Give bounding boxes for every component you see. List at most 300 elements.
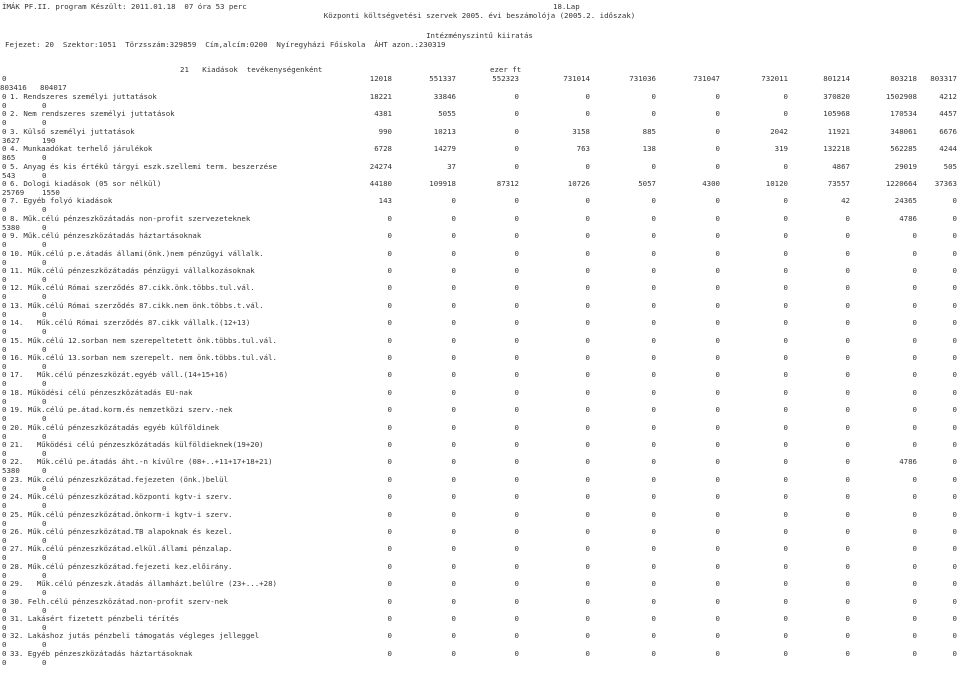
row-lead-zero: 0 <box>2 422 7 432</box>
row-value: 0 <box>952 266 957 275</box>
row-value: 0 <box>651 283 656 293</box>
row-lead-zero: 0 <box>2 283 7 293</box>
row-label: 23. Műk.célú pénzeszközátad.fejezeten (önk.)belül <box>10 474 229 484</box>
row-lead-zero: 0 <box>2 492 7 502</box>
row-value: 0 <box>651 335 656 345</box>
row-wrap-value: 0 <box>42 396 47 406</box>
row-value: 885 <box>642 126 656 136</box>
row-value: 138 <box>642 144 656 154</box>
row-value: 0 <box>514 353 519 362</box>
row-value: 0 <box>514 509 519 519</box>
row-value: 0 <box>912 631 917 641</box>
institution-info: Fejezet: 20 Szektor:1051 Törzsszám:329859 Cím,alcím:0200 Nyíregyházi Főiskola ÁHT azon.:230319 <box>5 40 446 49</box>
row-lead-zero: 0 <box>2 179 7 188</box>
row-value: 0 <box>952 527 957 536</box>
row-wrap-value: 0 <box>42 570 47 580</box>
row-value: 0 <box>387 213 392 223</box>
row-value: 0 <box>651 266 656 275</box>
row-value: 0 <box>845 300 850 310</box>
row-lead-zero: 0 <box>2 527 7 536</box>
row-value: 0 <box>783 422 788 432</box>
row-value: 319 <box>774 144 788 154</box>
row-value: 0 <box>514 596 519 606</box>
row-wrap-value: 0 <box>42 501 47 511</box>
row-value: 0 <box>651 109 656 119</box>
row-value: 0 <box>715 614 720 623</box>
row-value: 0 <box>514 527 519 536</box>
row-wrap-value: 0 <box>42 640 47 650</box>
row-value: 143 <box>378 196 392 206</box>
row-lead-zero: 0 <box>2 300 7 310</box>
row-lead-zero: 0 <box>2 474 7 484</box>
row-value: 0 <box>514 300 519 310</box>
row-value: 0 <box>912 335 917 345</box>
row-value: 0 <box>387 422 392 432</box>
row-value: 0 <box>845 492 850 502</box>
row-value: 0 <box>651 492 656 502</box>
row-value: 0 <box>845 422 850 432</box>
row-value: 0 <box>783 353 788 362</box>
row-value: 0 <box>952 335 957 345</box>
row-wrap-value: 3627 <box>2 135 20 145</box>
table-row <box>0 649 959 675</box>
row-lead-zero: 0 <box>2 92 7 101</box>
row-value: 0 <box>585 596 590 606</box>
row-value: 0 <box>514 213 519 223</box>
row-value: 0 <box>451 509 456 519</box>
row-value: 0 <box>451 631 456 641</box>
row-value: 0 <box>715 161 720 171</box>
row-value: 33846 <box>433 92 456 101</box>
row-value: 0 <box>783 231 788 241</box>
row-value: 0 <box>651 248 656 258</box>
row-value: 0 <box>585 648 590 658</box>
row-lead-zero: 0 <box>2 335 7 345</box>
row-value: 0 <box>952 596 957 606</box>
row-value: 0 <box>651 196 656 206</box>
row-value: 0 <box>845 231 850 241</box>
row-value: 0 <box>912 561 917 571</box>
row-value: 0 <box>783 370 788 380</box>
row-label: 6. Dologi kiadások (05 sor nélkül) <box>10 179 162 188</box>
row-wrap-value: 0 <box>2 292 7 302</box>
row-value: 0 <box>387 440 392 449</box>
row-value: 0 <box>715 144 720 154</box>
row-value: 0 <box>715 422 720 432</box>
row-value: 0 <box>912 266 917 275</box>
row-value: 763 <box>576 144 590 154</box>
row-value: 0 <box>651 527 656 536</box>
row-wrap-value: 190 <box>42 135 56 145</box>
row-wrap-value: 0 <box>2 327 7 337</box>
row-lead-zero: 0 <box>2 631 7 641</box>
row-lead-zero: 0 <box>2 509 7 519</box>
row-value: 0 <box>715 492 720 502</box>
row-wrap-value: 0 <box>2 396 7 406</box>
row-label: 13. Műk.célú Római szerződés 87.cikk.nem önk.többs.t.vál. <box>10 300 264 310</box>
row-value: 0 <box>912 492 917 502</box>
row-value: 0 <box>387 318 392 328</box>
row-label: 19. Műk.célú pe.átad.korm.és nemzetközi szerv.-nek <box>10 405 233 415</box>
row-value: 0 <box>514 492 519 502</box>
row-value: 0 <box>912 648 917 658</box>
row-value: 0 <box>651 561 656 571</box>
row-value: 0 <box>845 614 850 623</box>
row-value: 0 <box>845 248 850 258</box>
row-value: 42 <box>841 196 850 206</box>
row-value: 0 <box>952 283 957 293</box>
row-value: 0 <box>387 596 392 606</box>
row-value: 0 <box>783 405 788 415</box>
row-value: 105968 <box>823 109 850 119</box>
row-value: 0 <box>715 92 720 101</box>
row-value: 0 <box>514 248 519 258</box>
row-value: 0 <box>912 300 917 310</box>
row-wrap-value: 0 <box>2 101 7 110</box>
row-value: 0 <box>783 266 788 275</box>
activity-code-wrap-2: 804017 <box>40 83 67 92</box>
row-value: 0 <box>715 266 720 275</box>
row-value: 0 <box>783 248 788 258</box>
row-wrap-value: 0 <box>2 118 7 128</box>
row-value: 0 <box>912 509 917 519</box>
row-wrap-value: 0 <box>42 344 47 354</box>
row-value: 3158 <box>572 126 590 136</box>
row-value: 0 <box>651 422 656 432</box>
row-value: 0 <box>952 422 957 432</box>
row-value: 0 <box>387 353 392 362</box>
row-value: 0 <box>514 648 519 658</box>
row-label: 27. Műk.célú pénzeszközátad.elkül.állami pénzalap. <box>10 544 233 554</box>
row-value: 0 <box>451 300 456 310</box>
row-value: 0 <box>651 544 656 554</box>
row-value: 0 <box>585 213 590 223</box>
row-wrap-value: 0 <box>42 240 47 250</box>
row-value: 0 <box>651 92 656 101</box>
row-value: 0 <box>451 596 456 606</box>
row-value: 4867 <box>832 161 850 171</box>
row-value: 0 <box>783 283 788 293</box>
row-lead-zero: 0 <box>2 648 7 658</box>
row-value: 0 <box>585 561 590 571</box>
row-value: 0 <box>783 196 788 206</box>
row-value: 0 <box>451 544 456 554</box>
row-value: 0 <box>451 387 456 397</box>
row-value: 0 <box>514 544 519 554</box>
activity-code: 551337 <box>429 74 456 83</box>
row-value: 109918 <box>429 179 456 188</box>
row-value: 0 <box>514 196 519 206</box>
row-value: 0 <box>585 422 590 432</box>
row-value: 0 <box>585 353 590 362</box>
row-value: 0 <box>451 248 456 258</box>
row-lead-zero: 0 <box>2 318 7 328</box>
row-value: 0 <box>585 300 590 310</box>
row-wrap-value: 0 <box>42 657 47 667</box>
row-value: 14279 <box>433 144 456 154</box>
row-value: 0 <box>845 405 850 415</box>
row-value: 0 <box>651 300 656 310</box>
row-value: 0 <box>715 631 720 641</box>
row-value: 0 <box>451 474 456 484</box>
row-value: 0 <box>387 266 392 275</box>
row-label: 20. Műk.célú pénzeszközátadás egyéb külföldinek <box>10 422 220 432</box>
row-label: 7. Egyéb folyó kiadások <box>10 196 113 206</box>
row-label: 17. Műk.célú pénzeszközát.egyéb váll.(14+15+16) <box>10 370 229 380</box>
row-value: 0 <box>451 492 456 502</box>
row-value: 170534 <box>890 109 917 119</box>
row-value: 0 <box>783 92 788 101</box>
activity-code: 731047 <box>693 74 720 83</box>
row-value: 0 <box>651 474 656 484</box>
row-wrap-value: 0 <box>2 623 7 632</box>
row-value: 0 <box>952 614 957 623</box>
row-value: 4300 <box>702 179 720 188</box>
row-lead-zero: 0 <box>2 353 7 362</box>
row-value: 0 <box>387 648 392 658</box>
row-value: 0 <box>514 405 519 415</box>
row-label: 29. Műk.célú pénzeszk.átadás államházt.belülre (23+...+28) <box>10 579 277 589</box>
row-value: 0 <box>952 579 957 589</box>
row-wrap-value: 0 <box>42 101 47 110</box>
row-value: 5057 <box>638 179 656 188</box>
row-value: 0 <box>715 457 720 467</box>
row-value: 0 <box>651 631 656 641</box>
row-wrap-value: 0 <box>2 309 7 319</box>
activity-code: 801214 <box>823 74 850 83</box>
row-value: 0 <box>783 579 788 589</box>
row-value: 4381 <box>374 109 392 119</box>
row-value: 0 <box>952 648 957 658</box>
row-value: 0 <box>912 579 917 589</box>
row-value: 990 <box>378 126 392 136</box>
row-value: 0 <box>387 457 392 467</box>
row-value: 0 <box>952 509 957 519</box>
row-lead-zero: 0 <box>2 614 7 623</box>
row-value: 0 <box>514 231 519 241</box>
row-wrap-value: 0 <box>2 570 7 580</box>
row-label: 25. Műk.célú pénzeszközátad.önkorm-i kgtv-i szerv. <box>10 509 233 519</box>
row-value: 0 <box>451 614 456 623</box>
row-value: 0 <box>952 300 957 310</box>
row-value: 6676 <box>939 126 957 136</box>
row-lead-zero: 0 <box>2 440 7 449</box>
row-value: 0 <box>451 527 456 536</box>
row-value: 0 <box>451 231 456 241</box>
row-wrap-value: 0 <box>42 449 47 458</box>
row-value: 0 <box>952 474 957 484</box>
row-value: 1502908 <box>885 92 917 101</box>
row-label: 28. Műk.célú pénzeszközátad.fejezeti kez.előirány. <box>10 561 233 571</box>
row-value: 0 <box>451 196 456 206</box>
row-value: 0 <box>912 474 917 484</box>
row-wrap-value: 0 <box>2 605 7 615</box>
row-wrap-value: 0 <box>2 483 7 493</box>
row-value: 0 <box>845 648 850 658</box>
row-wrap-value: 0 <box>42 431 47 441</box>
row-value: 0 <box>952 492 957 502</box>
row-value: 0 <box>387 509 392 519</box>
row-value: 0 <box>585 492 590 502</box>
row-value: 0 <box>451 579 456 589</box>
row-label: 21. Működési célú pénzeszközátadás külföldieknek(19+20) <box>10 440 264 449</box>
row-value: 0 <box>912 283 917 293</box>
row-value: 0 <box>514 457 519 467</box>
row-value: 0 <box>514 92 519 101</box>
row-value: 24365 <box>894 196 917 206</box>
row-value: 0 <box>952 248 957 258</box>
row-value: 0 <box>651 440 656 449</box>
row-value: 0 <box>715 440 720 449</box>
row-wrap-value: 0 <box>2 414 7 424</box>
row-value: 0 <box>715 579 720 589</box>
row-value: 0 <box>651 405 656 415</box>
row-lead-zero: 0 <box>2 457 7 467</box>
row-value: 1220664 <box>885 179 917 188</box>
row-value: 0 <box>585 440 590 449</box>
row-value: 0 <box>715 126 720 136</box>
row-value: 0 <box>585 335 590 345</box>
row-wrap-value: 0 <box>42 118 47 128</box>
row-value: 0 <box>715 370 720 380</box>
row-value: 0 <box>514 144 519 154</box>
row-wrap-value: 0 <box>42 605 47 615</box>
row-value: 0 <box>845 561 850 571</box>
row-value: 0 <box>845 596 850 606</box>
header-lead-zero: 0 <box>2 74 7 83</box>
row-value: 0 <box>651 648 656 658</box>
report-header-line1: İMÁK PF.II. program Készült: 2011.01.18 07 óra 53 perc <box>2 2 247 11</box>
row-wrap-value: 0 <box>42 379 47 389</box>
row-value: 370820 <box>823 92 850 101</box>
row-value: 0 <box>585 474 590 484</box>
row-value: 0 <box>514 474 519 484</box>
row-value: 0 <box>585 457 590 467</box>
row-lead-zero: 0 <box>2 266 7 275</box>
row-lead-zero: 0 <box>2 248 7 258</box>
activity-code: 732011 <box>761 74 788 83</box>
row-wrap-value: 0 <box>42 414 47 424</box>
row-value: 0 <box>783 544 788 554</box>
activity-code: 803317 <box>930 74 957 83</box>
row-value: 0 <box>514 579 519 589</box>
row-label: 30. Felh.célú pénzeszközátad.non-profit szerv-nek <box>10 596 229 606</box>
row-label: 16. Műk.célú 13.sorban nem szerepelt. nem önk.többs.tul.vál. <box>10 353 277 362</box>
row-lead-zero: 0 <box>2 544 7 554</box>
row-value: 0 <box>952 544 957 554</box>
row-value: 0 <box>651 614 656 623</box>
row-value: 0 <box>952 440 957 449</box>
row-value: 0 <box>845 370 850 380</box>
row-value: 0 <box>585 248 590 258</box>
row-wrap-value: 0 <box>2 536 7 545</box>
row-value: 0 <box>783 457 788 467</box>
page-number: 18.Lap <box>553 2 580 11</box>
row-value: 0 <box>387 631 392 641</box>
row-value: 0 <box>952 561 957 571</box>
row-value: 0 <box>715 387 720 397</box>
row-wrap-value: 25769 <box>2 188 25 197</box>
row-wrap-value: 0 <box>42 205 47 215</box>
row-value: 0 <box>845 213 850 223</box>
row-value: 0 <box>585 544 590 554</box>
row-value: 44180 <box>369 179 392 188</box>
row-value: 0 <box>952 631 957 641</box>
row-value: 0 <box>514 161 519 171</box>
row-wrap-value: 0 <box>42 222 47 232</box>
section-title: 21 Kiadások tevékenységenként <box>180 65 323 74</box>
row-value: 0 <box>783 631 788 641</box>
row-wrap-value: 0 <box>42 553 47 563</box>
row-wrap-value: 0 <box>42 327 47 337</box>
row-lead-zero: 0 <box>2 561 7 571</box>
row-value: 10213 <box>433 126 456 136</box>
row-value: 0 <box>845 544 850 554</box>
row-value: 0 <box>845 387 850 397</box>
row-value: 505 <box>943 161 957 171</box>
row-value: 0 <box>845 474 850 484</box>
row-value: 0 <box>651 213 656 223</box>
row-value: 0 <box>451 440 456 449</box>
row-value: 0 <box>387 283 392 293</box>
row-value: 0 <box>585 161 590 171</box>
row-value: 0 <box>715 231 720 241</box>
row-value: 0 <box>783 161 788 171</box>
row-value: 0 <box>451 283 456 293</box>
row-value: 0 <box>387 248 392 258</box>
row-value: 0 <box>514 387 519 397</box>
row-wrap-value: 0 <box>42 153 47 163</box>
row-label: 3. Külső személyi juttatások <box>10 126 135 136</box>
row-value: 0 <box>387 544 392 554</box>
row-value: 0 <box>715 196 720 206</box>
row-value: 10726 <box>567 179 590 188</box>
row-value: 0 <box>387 614 392 623</box>
row-wrap-value: 0 <box>42 170 47 180</box>
row-value: 0 <box>451 353 456 362</box>
row-value: 0 <box>715 509 720 519</box>
row-value: 0 <box>783 474 788 484</box>
row-value: 0 <box>651 596 656 606</box>
row-value: 0 <box>715 527 720 536</box>
row-value: 0 <box>912 596 917 606</box>
row-value: 0 <box>387 561 392 571</box>
row-value: 0 <box>912 405 917 415</box>
row-value: 0 <box>451 213 456 223</box>
row-value: 0 <box>783 213 788 223</box>
row-value: 0 <box>387 492 392 502</box>
row-lead-zero: 0 <box>2 196 7 206</box>
row-value: 0 <box>651 370 656 380</box>
row-value: 0 <box>912 440 917 449</box>
row-wrap-value: 0 <box>2 205 7 215</box>
row-value: 0 <box>715 335 720 345</box>
row-value: 0 <box>783 335 788 345</box>
row-value: 0 <box>845 318 850 328</box>
row-value: 0 <box>952 213 957 223</box>
row-value: 0 <box>451 266 456 275</box>
row-value: 0 <box>387 527 392 536</box>
row-wrap-value: 0 <box>2 501 7 511</box>
row-value: 0 <box>651 579 656 589</box>
row-wrap-value: 0 <box>42 588 47 598</box>
row-value: 0 <box>585 370 590 380</box>
row-wrap-value: 1550 <box>42 188 60 197</box>
row-value: 0 <box>451 648 456 658</box>
row-value: 0 <box>387 474 392 484</box>
row-value: 18221 <box>369 92 392 101</box>
row-value: 0 <box>651 318 656 328</box>
